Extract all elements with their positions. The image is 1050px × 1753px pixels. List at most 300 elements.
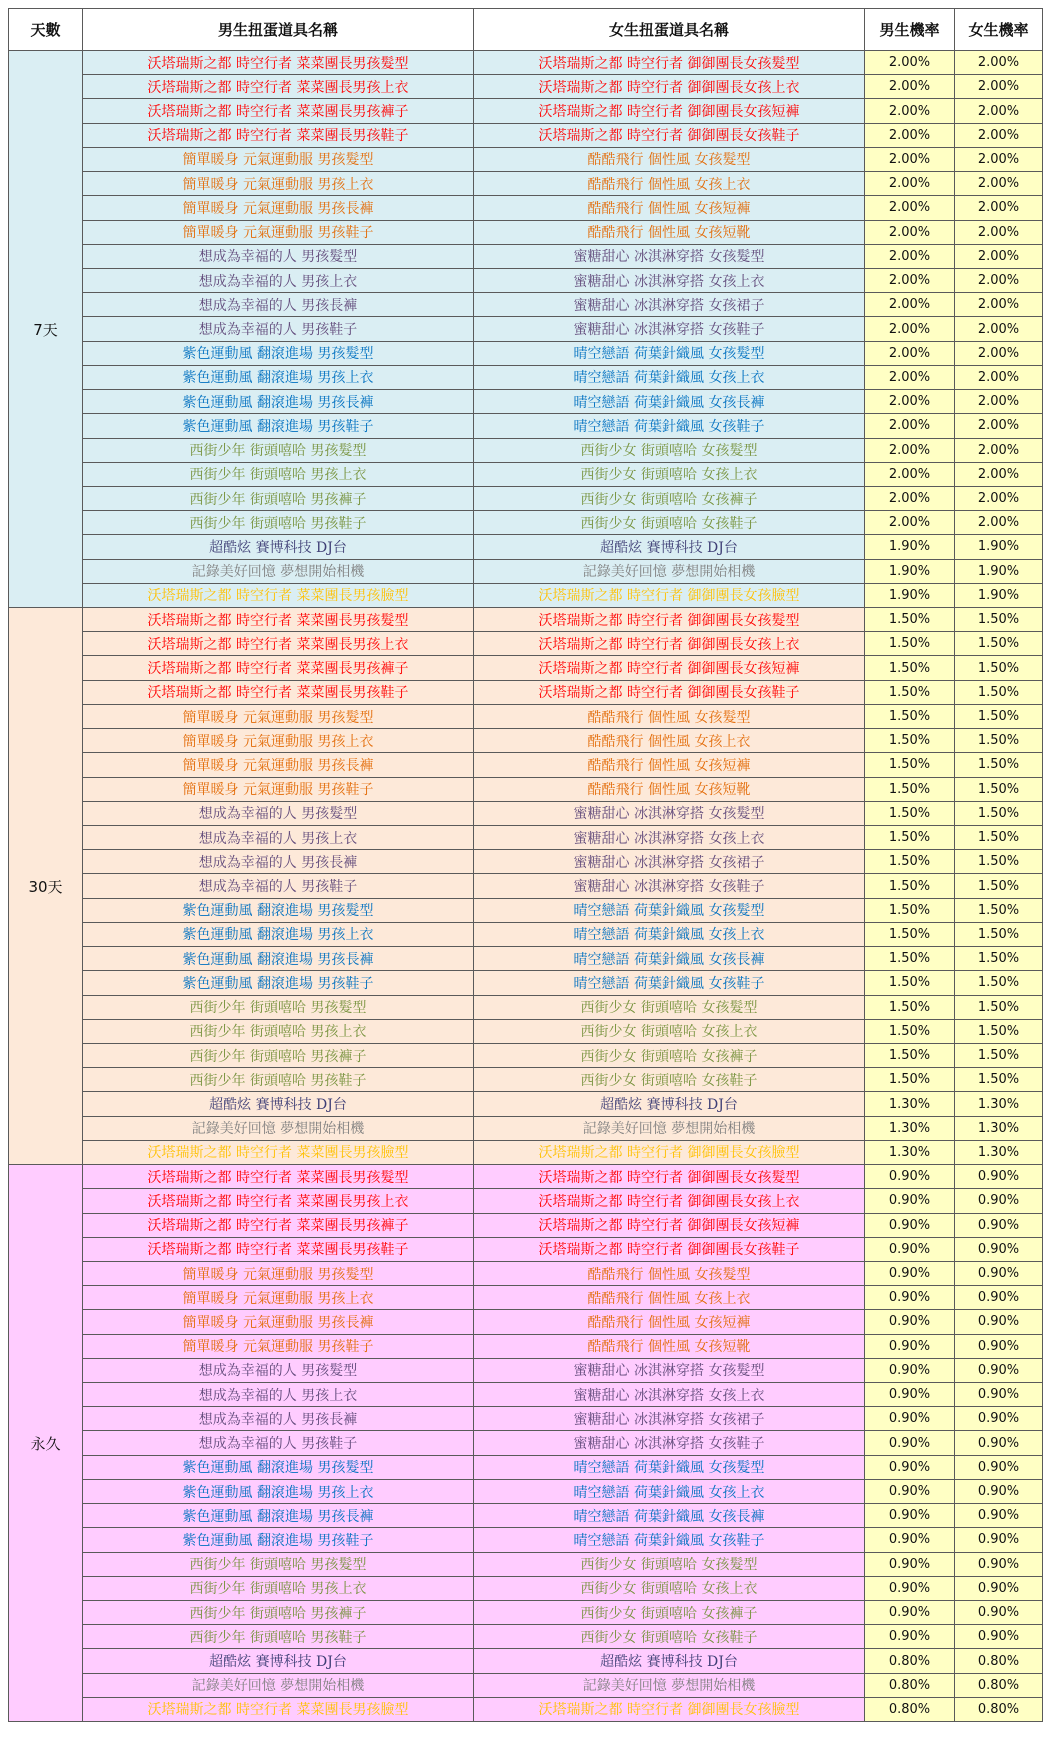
table-row bbox=[9, 971, 1043, 995]
boy-rate: 0.90% bbox=[865, 1261, 955, 1285]
table-row bbox=[9, 922, 1043, 946]
girl-item-name: 沃塔瑞斯之都 時空行者 御御團長女孩上衣 bbox=[474, 632, 865, 656]
boy-item-name: 簡單暖身 元氣運動服 男孩髮型 bbox=[83, 1261, 474, 1285]
boy-rate: 1.50% bbox=[865, 656, 955, 680]
girl-item-name: 酷酷飛行 個性風 女孩上衣 bbox=[474, 1286, 865, 1310]
girl-item-name: 蜜糖甜心 冰淇淋穿搭 女孩鞋子 bbox=[474, 317, 865, 341]
boy-rate: 0.90% bbox=[865, 1165, 955, 1189]
boy-rate: 2.00% bbox=[865, 438, 955, 462]
girl-item-name: 晴空戀語 荷葉針織風 女孩髮型 bbox=[474, 341, 865, 365]
girl-item-name: 酷酷飛行 個性風 女孩短靴 bbox=[474, 1334, 865, 1358]
boy-item-name: 沃塔瑞斯之都 時空行者 菜菜團長男孩上衣 bbox=[83, 632, 474, 656]
boy-item-name: 簡單暖身 元氣運動服 男孩髮型 bbox=[83, 147, 474, 171]
girl-item-name: 蜜糖甜心 冰淇淋穿搭 女孩鞋子 bbox=[474, 1431, 865, 1455]
boy-rate: 2.00% bbox=[865, 196, 955, 220]
boy-rate: 2.00% bbox=[865, 317, 955, 341]
girl-item-name: 西街少女 街頭嘻哈 女孩鞋子 bbox=[474, 511, 865, 535]
boy-item-name: 想成為幸福的人 男孩長褲 bbox=[83, 850, 474, 874]
boy-rate: 0.90% bbox=[865, 1601, 955, 1625]
table-row bbox=[9, 196, 1043, 220]
boy-item-name: 西街少年 街頭嘻哈 男孩鞋子 bbox=[83, 511, 474, 535]
boy-item-name: 想成為幸福的人 男孩上衣 bbox=[83, 1383, 474, 1407]
boy-item-name: 紫色運動風 翻滾進場 男孩髮型 bbox=[83, 1455, 474, 1479]
girl-rate: 2.00% bbox=[955, 293, 1043, 317]
boy-rate: 2.00% bbox=[865, 123, 955, 147]
boy-rate: 1.90% bbox=[865, 535, 955, 559]
girl-rate: 1.50% bbox=[955, 826, 1043, 850]
girl-rate: 1.50% bbox=[955, 1043, 1043, 1067]
boy-item-name: 想成為幸福的人 男孩上衣 bbox=[83, 826, 474, 850]
boy-item-name: 紫色運動風 翻滾進場 男孩髮型 bbox=[83, 341, 474, 365]
boy-rate: 0.90% bbox=[865, 1383, 955, 1407]
girl-item-name: 蜜糖甜心 冰淇淋穿搭 女孩裙子 bbox=[474, 1407, 865, 1431]
girl-rate: 0.90% bbox=[955, 1334, 1043, 1358]
table-row bbox=[9, 680, 1043, 704]
boy-item-name: 紫色運動風 翻滾進場 男孩鞋子 bbox=[83, 971, 474, 995]
table-row bbox=[9, 365, 1043, 389]
boy-rate: 1.50% bbox=[865, 874, 955, 898]
table-row bbox=[9, 850, 1043, 874]
table-row bbox=[9, 1092, 1043, 1116]
boy-item-name: 想成為幸福的人 男孩髮型 bbox=[83, 801, 474, 825]
boy-rate: 1.50% bbox=[865, 632, 955, 656]
girl-rate: 1.50% bbox=[955, 898, 1043, 922]
girl-rate: 2.00% bbox=[955, 220, 1043, 244]
table-body bbox=[9, 51, 1043, 1722]
girl-item-name: 沃塔瑞斯之都 時空行者 御御團長女孩臉型 bbox=[474, 583, 865, 607]
girl-rate: 2.00% bbox=[955, 51, 1043, 75]
boy-rate: 0.80% bbox=[865, 1673, 955, 1697]
boy-rate: 0.90% bbox=[865, 1625, 955, 1649]
boy-item-name: 沃塔瑞斯之都 時空行者 菜菜團長男孩髮型 bbox=[83, 1165, 474, 1189]
boy-item-name: 紫色運動風 翻滾進場 男孩髮型 bbox=[83, 898, 474, 922]
boy-item-name: 想成為幸福的人 男孩上衣 bbox=[83, 268, 474, 292]
boy-item-name: 沃塔瑞斯之都 時空行者 菜菜團長男孩上衣 bbox=[83, 1189, 474, 1213]
boy-rate: 1.50% bbox=[865, 850, 955, 874]
header-girl-rate: 女生機率 bbox=[955, 9, 1043, 51]
boy-item-name: 沃塔瑞斯之都 時空行者 菜菜團長男孩臉型 bbox=[83, 583, 474, 607]
table-row bbox=[9, 632, 1043, 656]
boy-item-name: 西街少年 街頭嘻哈 男孩鞋子 bbox=[83, 1625, 474, 1649]
table-wrapper bbox=[8, 8, 1043, 1722]
table-row bbox=[9, 704, 1043, 728]
girl-item-name: 西街少女 街頭嘻哈 女孩褲子 bbox=[474, 1601, 865, 1625]
boy-rate: 2.00% bbox=[865, 462, 955, 486]
boy-rate: 1.50% bbox=[865, 1019, 955, 1043]
day-label-30day: 30天 bbox=[9, 608, 83, 1165]
boy-rate: 1.50% bbox=[865, 753, 955, 777]
table-row bbox=[9, 1286, 1043, 1310]
boy-rate: 0.90% bbox=[865, 1213, 955, 1237]
header-boy-item: 男生扭蛋道具名稱 bbox=[83, 9, 474, 51]
girl-rate: 0.80% bbox=[955, 1649, 1043, 1673]
girl-item-name: 蜜糖甜心 冰淇淋穿搭 女孩髮型 bbox=[474, 801, 865, 825]
girl-item-name: 沃塔瑞斯之都 時空行者 御御團長女孩臉型 bbox=[474, 1140, 865, 1164]
girl-item-name: 超酷炫 賽博科技 DJ台 bbox=[474, 535, 865, 559]
table-row bbox=[9, 244, 1043, 268]
girl-item-name: 沃塔瑞斯之都 時空行者 御御團長女孩鞋子 bbox=[474, 123, 865, 147]
boy-item-name: 沃塔瑞斯之都 時空行者 菜菜團長男孩褲子 bbox=[83, 1213, 474, 1237]
table-row bbox=[9, 1043, 1043, 1067]
table-row bbox=[9, 220, 1043, 244]
girl-item-name: 沃塔瑞斯之都 時空行者 御御團長女孩短褲 bbox=[474, 99, 865, 123]
girl-rate: 1.50% bbox=[955, 753, 1043, 777]
girl-rate: 0.90% bbox=[955, 1601, 1043, 1625]
boy-rate: 2.00% bbox=[865, 147, 955, 171]
boy-rate: 1.50% bbox=[865, 680, 955, 704]
boy-rate: 0.90% bbox=[865, 1552, 955, 1576]
header-girl-item: 女生扭蛋道具名稱 bbox=[474, 9, 865, 51]
table-row bbox=[9, 486, 1043, 510]
girl-rate: 2.00% bbox=[955, 462, 1043, 486]
boy-item-name: 簡單暖身 元氣運動服 男孩上衣 bbox=[83, 729, 474, 753]
boy-item-name: 西街少年 街頭嘻哈 男孩褲子 bbox=[83, 486, 474, 510]
girl-item-name: 沃塔瑞斯之都 時空行者 御御團長女孩鞋子 bbox=[474, 680, 865, 704]
table-row bbox=[9, 1213, 1043, 1237]
boy-rate: 0.90% bbox=[865, 1407, 955, 1431]
table-row bbox=[9, 1504, 1043, 1528]
girl-rate: 1.50% bbox=[955, 608, 1043, 632]
table-row bbox=[9, 317, 1043, 341]
girl-rate: 2.00% bbox=[955, 438, 1043, 462]
girl-rate: 0.90% bbox=[955, 1431, 1043, 1455]
boy-item-name: 記錄美好回憶 夢想開始相機 bbox=[83, 1673, 474, 1697]
girl-rate: 1.50% bbox=[955, 1068, 1043, 1092]
boy-rate: 2.00% bbox=[865, 341, 955, 365]
table-row bbox=[9, 293, 1043, 317]
table-row bbox=[9, 147, 1043, 171]
boy-item-name: 西街少年 街頭嘻哈 男孩褲子 bbox=[83, 1601, 474, 1625]
boy-rate: 2.00% bbox=[865, 75, 955, 99]
girl-rate: 1.50% bbox=[955, 656, 1043, 680]
girl-rate: 1.50% bbox=[955, 850, 1043, 874]
boy-rate: 0.90% bbox=[865, 1576, 955, 1600]
girl-rate: 0.90% bbox=[955, 1407, 1043, 1431]
boy-item-name: 超酷炫 賽博科技 DJ台 bbox=[83, 535, 474, 559]
girl-rate: 1.50% bbox=[955, 1019, 1043, 1043]
boy-item-name: 想成為幸福的人 男孩長褲 bbox=[83, 293, 474, 317]
boy-item-name: 超酷炫 賽博科技 DJ台 bbox=[83, 1092, 474, 1116]
girl-rate: 1.30% bbox=[955, 1092, 1043, 1116]
table-row bbox=[9, 1068, 1043, 1092]
table-row bbox=[9, 1697, 1043, 1721]
girl-rate: 1.50% bbox=[955, 704, 1043, 728]
girl-item-name: 酷酷飛行 個性風 女孩短靴 bbox=[474, 777, 865, 801]
boy-item-name: 想成為幸福的人 男孩長褲 bbox=[83, 1407, 474, 1431]
boy-rate: 2.00% bbox=[865, 486, 955, 510]
boy-rate: 0.90% bbox=[865, 1237, 955, 1261]
table-row bbox=[9, 1431, 1043, 1455]
boy-rate: 0.90% bbox=[865, 1455, 955, 1479]
girl-rate: 1.90% bbox=[955, 535, 1043, 559]
boy-rate: 2.00% bbox=[865, 390, 955, 414]
girl-rate: 1.90% bbox=[955, 559, 1043, 583]
girl-rate: 2.00% bbox=[955, 365, 1043, 389]
girl-rate: 0.90% bbox=[955, 1504, 1043, 1528]
girl-rate: 2.00% bbox=[955, 390, 1043, 414]
girl-item-name: 西街少女 街頭嘻哈 女孩鞋子 bbox=[474, 1625, 865, 1649]
table-row bbox=[9, 1552, 1043, 1576]
girl-rate: 0.80% bbox=[955, 1673, 1043, 1697]
boy-rate: 2.00% bbox=[865, 268, 955, 292]
table-row bbox=[9, 1237, 1043, 1261]
girl-item-name: 蜜糖甜心 冰淇淋穿搭 女孩裙子 bbox=[474, 850, 865, 874]
boy-item-name: 西街少年 街頭嘻哈 男孩褲子 bbox=[83, 1043, 474, 1067]
girl-rate: 1.50% bbox=[955, 995, 1043, 1019]
girl-rate: 1.50% bbox=[955, 729, 1043, 753]
boy-rate: 1.30% bbox=[865, 1092, 955, 1116]
girl-item-name: 酷酷飛行 個性風 女孩上衣 bbox=[474, 172, 865, 196]
boy-item-name: 西街少年 街頭嘻哈 男孩髮型 bbox=[83, 438, 474, 462]
table-row bbox=[9, 729, 1043, 753]
boy-item-name: 西街少年 街頭嘻哈 男孩上衣 bbox=[83, 1019, 474, 1043]
boy-item-name: 紫色運動風 翻滾進場 男孩上衣 bbox=[83, 1479, 474, 1503]
girl-rate: 0.90% bbox=[955, 1189, 1043, 1213]
boy-item-name: 想成為幸福的人 男孩鞋子 bbox=[83, 317, 474, 341]
boy-rate: 1.30% bbox=[865, 1116, 955, 1140]
boy-rate: 1.50% bbox=[865, 922, 955, 946]
header-boy-rate: 男生機率 bbox=[865, 9, 955, 51]
girl-rate: 2.00% bbox=[955, 414, 1043, 438]
girl-item-name: 蜜糖甜心 冰淇淋穿搭 女孩上衣 bbox=[474, 268, 865, 292]
girl-item-name: 酷酷飛行 個性風 女孩髮型 bbox=[474, 147, 865, 171]
girl-item-name: 沃塔瑞斯之都 時空行者 御御團長女孩髮型 bbox=[474, 608, 865, 632]
boy-item-name: 簡單暖身 元氣運動服 男孩髮型 bbox=[83, 704, 474, 728]
boy-rate: 0.80% bbox=[865, 1649, 955, 1673]
girl-item-name: 蜜糖甜心 冰淇淋穿搭 女孩裙子 bbox=[474, 293, 865, 317]
girl-rate: 0.90% bbox=[955, 1552, 1043, 1576]
gacha-probability-table bbox=[8, 8, 1043, 1722]
boy-item-name: 西街少年 街頭嘻哈 男孩髮型 bbox=[83, 1552, 474, 1576]
girl-item-name: 蜜糖甜心 冰淇淋穿搭 女孩上衣 bbox=[474, 1383, 865, 1407]
boy-item-name: 沃塔瑞斯之都 時空行者 菜菜團長男孩褲子 bbox=[83, 656, 474, 680]
boy-rate: 1.50% bbox=[865, 777, 955, 801]
boy-rate: 1.50% bbox=[865, 608, 955, 632]
girl-rate: 0.80% bbox=[955, 1697, 1043, 1721]
girl-item-name: 酷酷飛行 個性風 女孩短褲 bbox=[474, 1310, 865, 1334]
boy-rate: 1.30% bbox=[865, 1140, 955, 1164]
girl-item-name: 酷酷飛行 個性風 女孩短褲 bbox=[474, 196, 865, 220]
boy-item-name: 紫色運動風 翻滾進場 男孩長褲 bbox=[83, 390, 474, 414]
girl-rate: 1.50% bbox=[955, 632, 1043, 656]
boy-rate: 1.50% bbox=[865, 729, 955, 753]
girl-rate: 1.50% bbox=[955, 971, 1043, 995]
table-row bbox=[9, 777, 1043, 801]
boy-rate: 1.50% bbox=[865, 971, 955, 995]
boy-rate: 2.00% bbox=[865, 244, 955, 268]
boy-item-name: 記錄美好回憶 夢想開始相機 bbox=[83, 559, 474, 583]
girl-rate: 0.90% bbox=[955, 1576, 1043, 1600]
girl-item-name: 沃塔瑞斯之都 時空行者 御御團長女孩髮型 bbox=[474, 1165, 865, 1189]
girl-rate: 1.50% bbox=[955, 777, 1043, 801]
girl-rate: 2.00% bbox=[955, 317, 1043, 341]
table-row bbox=[9, 414, 1043, 438]
girl-rate: 0.90% bbox=[955, 1310, 1043, 1334]
boy-item-name: 簡單暖身 元氣運動服 男孩鞋子 bbox=[83, 777, 474, 801]
table-row bbox=[9, 462, 1043, 486]
header-day: 天數 bbox=[9, 9, 83, 51]
boy-item-name: 西街少年 街頭嘻哈 男孩鞋子 bbox=[83, 1068, 474, 1092]
boy-rate: 0.90% bbox=[865, 1310, 955, 1334]
girl-rate: 0.90% bbox=[955, 1383, 1043, 1407]
girl-rate: 2.00% bbox=[955, 196, 1043, 220]
table-row bbox=[9, 511, 1043, 535]
boy-rate: 1.50% bbox=[865, 826, 955, 850]
table-row bbox=[9, 1649, 1043, 1673]
table-row bbox=[9, 268, 1043, 292]
girl-item-name: 晴空戀語 荷葉針織風 女孩上衣 bbox=[474, 365, 865, 389]
girl-item-name: 晴空戀語 荷葉針織風 女孩長褲 bbox=[474, 947, 865, 971]
boy-item-name: 沃塔瑞斯之都 時空行者 菜菜團長男孩鞋子 bbox=[83, 1237, 474, 1261]
boy-item-name: 沃塔瑞斯之都 時空行者 菜菜團長男孩鞋子 bbox=[83, 680, 474, 704]
boy-item-name: 沃塔瑞斯之都 時空行者 菜菜團長男孩褲子 bbox=[83, 99, 474, 123]
boy-rate: 1.50% bbox=[865, 801, 955, 825]
girl-rate: 2.00% bbox=[955, 511, 1043, 535]
boy-rate: 0.90% bbox=[865, 1286, 955, 1310]
girl-item-name: 晴空戀語 荷葉針織風 女孩鞋子 bbox=[474, 1528, 865, 1552]
boy-rate: 2.00% bbox=[865, 99, 955, 123]
boy-rate: 1.50% bbox=[865, 1043, 955, 1067]
boy-rate: 1.50% bbox=[865, 898, 955, 922]
boy-rate: 1.50% bbox=[865, 947, 955, 971]
table-row bbox=[9, 608, 1043, 632]
table-row bbox=[9, 874, 1043, 898]
boy-rate: 0.90% bbox=[865, 1189, 955, 1213]
girl-item-name: 沃塔瑞斯之都 時空行者 御御團長女孩短褲 bbox=[474, 1213, 865, 1237]
girl-item-name: 沃塔瑞斯之都 時空行者 御御團長女孩短褲 bbox=[474, 656, 865, 680]
girl-item-name: 晴空戀語 荷葉針織風 女孩鞋子 bbox=[474, 414, 865, 438]
girl-item-name: 蜜糖甜心 冰淇淋穿搭 女孩髮型 bbox=[474, 244, 865, 268]
girl-item-name: 西街少女 街頭嘻哈 女孩上衣 bbox=[474, 1576, 865, 1600]
girl-item-name: 蜜糖甜心 冰淇淋穿搭 女孩上衣 bbox=[474, 826, 865, 850]
boy-item-name: 簡單暖身 元氣運動服 男孩鞋子 bbox=[83, 220, 474, 244]
boy-item-name: 西街少年 街頭嘻哈 男孩上衣 bbox=[83, 462, 474, 486]
boy-item-name: 紫色運動風 翻滾進場 男孩長褲 bbox=[83, 1504, 474, 1528]
boy-item-name: 簡單暖身 元氣運動服 男孩上衣 bbox=[83, 172, 474, 196]
table-row bbox=[9, 172, 1043, 196]
table-row bbox=[9, 1189, 1043, 1213]
girl-item-name: 沃塔瑞斯之都 時空行者 御御團長女孩臉型 bbox=[474, 1697, 865, 1721]
boy-item-name: 想成為幸福的人 男孩鞋子 bbox=[83, 1431, 474, 1455]
girl-item-name: 晴空戀語 荷葉針織風 女孩長褲 bbox=[474, 390, 865, 414]
boy-item-name: 想成為幸福的人 男孩髮型 bbox=[83, 244, 474, 268]
girl-item-name: 晴空戀語 荷葉針織風 女孩髮型 bbox=[474, 1455, 865, 1479]
table-row bbox=[9, 438, 1043, 462]
girl-item-name: 西街少女 街頭嘻哈 女孩髮型 bbox=[474, 1552, 865, 1576]
table-row bbox=[9, 75, 1043, 99]
table-row bbox=[9, 1334, 1043, 1358]
boy-item-name: 想成為幸福的人 男孩鞋子 bbox=[83, 874, 474, 898]
boy-item-name: 簡單暖身 元氣運動服 男孩長褲 bbox=[83, 1310, 474, 1334]
table-row bbox=[9, 583, 1043, 607]
girl-rate: 0.90% bbox=[955, 1479, 1043, 1503]
girl-rate: 1.90% bbox=[955, 583, 1043, 607]
boy-rate: 2.00% bbox=[865, 172, 955, 196]
boy-rate: 1.50% bbox=[865, 704, 955, 728]
girl-item-name: 蜜糖甜心 冰淇淋穿搭 女孩鞋子 bbox=[474, 874, 865, 898]
girl-rate: 0.90% bbox=[955, 1625, 1043, 1649]
table-row bbox=[9, 1625, 1043, 1649]
girl-rate: 0.90% bbox=[955, 1358, 1043, 1382]
table-row bbox=[9, 826, 1043, 850]
girl-rate: 1.30% bbox=[955, 1140, 1043, 1164]
girl-item-name: 記錄美好回憶 夢想開始相機 bbox=[474, 1673, 865, 1697]
boy-rate: 1.50% bbox=[865, 995, 955, 1019]
table-row bbox=[9, 51, 1043, 75]
table-row bbox=[9, 995, 1043, 1019]
girl-rate: 0.90% bbox=[955, 1165, 1043, 1189]
table-row bbox=[9, 1479, 1043, 1503]
girl-rate: 2.00% bbox=[955, 244, 1043, 268]
boy-item-name: 紫色運動風 翻滾進場 男孩鞋子 bbox=[83, 1528, 474, 1552]
girl-rate: 2.00% bbox=[955, 75, 1043, 99]
girl-rate: 0.90% bbox=[955, 1286, 1043, 1310]
boy-rate: 2.00% bbox=[865, 220, 955, 244]
girl-rate: 0.90% bbox=[955, 1261, 1043, 1285]
girl-item-name: 西街少女 街頭嘻哈 女孩上衣 bbox=[474, 1019, 865, 1043]
boy-rate: 0.90% bbox=[865, 1528, 955, 1552]
boy-rate: 2.00% bbox=[865, 414, 955, 438]
boy-rate: 0.90% bbox=[865, 1431, 955, 1455]
table-row bbox=[9, 656, 1043, 680]
girl-item-name: 沃塔瑞斯之都 時空行者 御御團長女孩上衣 bbox=[474, 1189, 865, 1213]
day-label-7day: 7天 bbox=[9, 51, 83, 608]
boy-rate: 1.50% bbox=[865, 1068, 955, 1092]
girl-rate: 2.00% bbox=[955, 268, 1043, 292]
girl-item-name: 沃塔瑞斯之都 時空行者 御御團長女孩上衣 bbox=[474, 75, 865, 99]
girl-item-name: 記錄美好回憶 夢想開始相機 bbox=[474, 559, 865, 583]
table-row bbox=[9, 1673, 1043, 1697]
table-row bbox=[9, 341, 1043, 365]
boy-item-name: 沃塔瑞斯之都 時空行者 菜菜團長男孩臉型 bbox=[83, 1140, 474, 1164]
girl-rate: 0.90% bbox=[955, 1237, 1043, 1261]
boy-rate: 2.00% bbox=[865, 51, 955, 75]
table-row bbox=[9, 1116, 1043, 1140]
boy-item-name: 簡單暖身 元氣運動服 男孩上衣 bbox=[83, 1286, 474, 1310]
girl-rate: 0.90% bbox=[955, 1528, 1043, 1552]
girl-item-name: 超酷炫 賽博科技 DJ台 bbox=[474, 1649, 865, 1673]
girl-item-name: 晴空戀語 荷葉針織風 女孩長褲 bbox=[474, 1504, 865, 1528]
day-label-permanent: 永久 bbox=[9, 1165, 83, 1722]
boy-item-name: 紫色運動風 翻滾進場 男孩鞋子 bbox=[83, 414, 474, 438]
boy-item-name: 西街少年 街頭嘻哈 男孩上衣 bbox=[83, 1576, 474, 1600]
girl-item-name: 西街少女 街頭嘻哈 女孩上衣 bbox=[474, 462, 865, 486]
girl-rate: 0.90% bbox=[955, 1213, 1043, 1237]
girl-item-name: 西街少女 街頭嘻哈 女孩髮型 bbox=[474, 438, 865, 462]
boy-item-name: 西街少年 街頭嘻哈 男孩髮型 bbox=[83, 995, 474, 1019]
table-row bbox=[9, 898, 1043, 922]
boy-item-name: 超酷炫 賽博科技 DJ台 bbox=[83, 1649, 474, 1673]
table-row bbox=[9, 559, 1043, 583]
girl-rate: 1.50% bbox=[955, 801, 1043, 825]
girl-rate: 2.00% bbox=[955, 486, 1043, 510]
boy-item-name: 沃塔瑞斯之都 時空行者 菜菜團長男孩髮型 bbox=[83, 608, 474, 632]
girl-rate: 2.00% bbox=[955, 172, 1043, 196]
table-row bbox=[9, 753, 1043, 777]
girl-item-name: 酷酷飛行 個性風 女孩短靴 bbox=[474, 220, 865, 244]
header-row bbox=[9, 9, 1043, 51]
table-row bbox=[9, 1576, 1043, 1600]
girl-item-name: 西街少女 街頭嘻哈 女孩鞋子 bbox=[474, 1068, 865, 1092]
boy-item-name: 沃塔瑞斯之都 時空行者 菜菜團長男孩髮型 bbox=[83, 51, 474, 75]
table-row bbox=[9, 801, 1043, 825]
boy-rate: 1.90% bbox=[865, 583, 955, 607]
boy-item-name: 沃塔瑞斯之都 時空行者 菜菜團長男孩鞋子 bbox=[83, 123, 474, 147]
boy-item-name: 紫色運動風 翻滾進場 男孩長褲 bbox=[83, 947, 474, 971]
boy-rate: 0.90% bbox=[865, 1358, 955, 1382]
boy-item-name: 紫色運動風 翻滾進場 男孩上衣 bbox=[83, 365, 474, 389]
boy-rate: 1.90% bbox=[865, 559, 955, 583]
